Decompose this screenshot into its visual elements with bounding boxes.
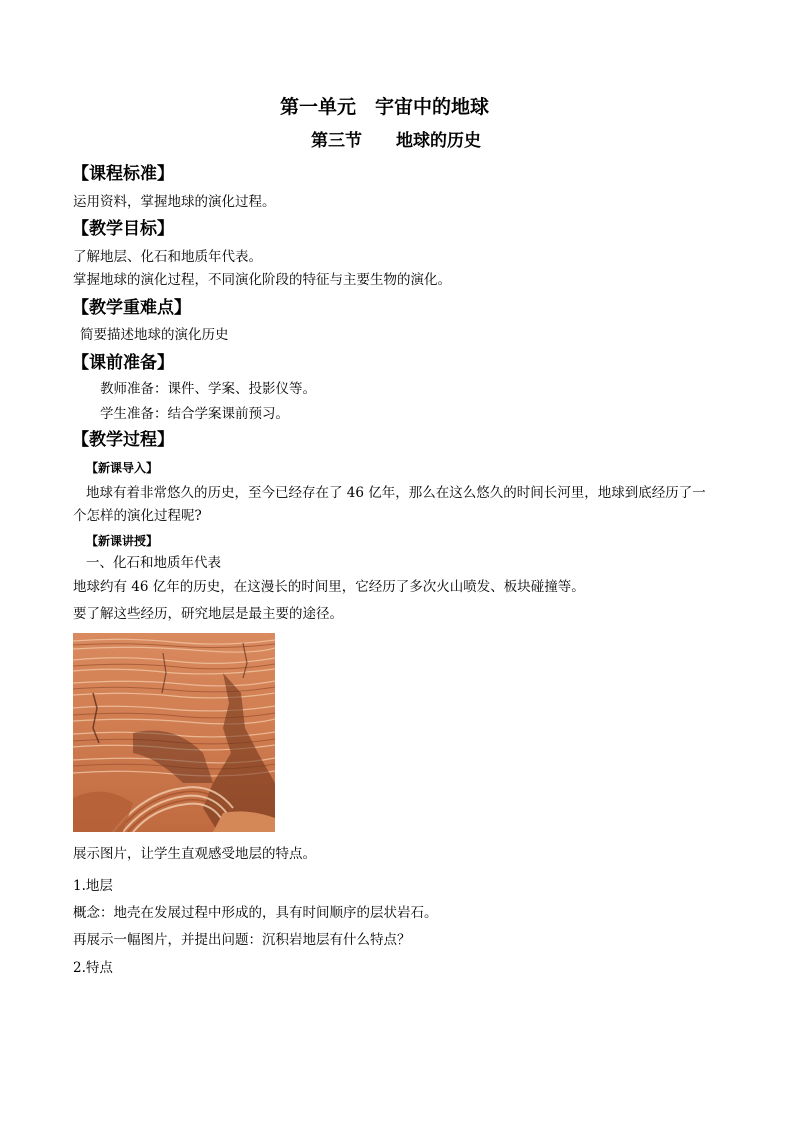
intro-line-1: 地球有着非常悠久的历史，至今已经存在了 46 亿年，那么在这么悠久的时间长河里，地球到底经历了一 (86, 485, 706, 501)
section-heading-prep: 【课前准备】 (72, 353, 174, 373)
section-heading-key: 【教学重难点】 (72, 298, 191, 318)
section-heading-process: 【教学过程】 (72, 430, 174, 450)
question-text: 再展示一幅图片，并提出问题：沉积岩地层有什么特点？ (73, 932, 411, 948)
goal-line-1: 了解地层、化石和地质年代表。 (73, 249, 262, 265)
key-text: 简要描述地球的演化历史 (80, 327, 229, 343)
paragraph-2: 要了解这些经历，研究地层是最主要的途径。 (73, 606, 343, 622)
page-title: 第一单元 宇宙中的地球 (280, 96, 490, 118)
paragraph-1: 地球约有 46 亿年的历史，在这漫长的时间里，它经历了多次火山喷发、板块碰撞等。 (73, 579, 585, 595)
goal-line-2: 掌握地球的演化过程，不同演化阶段的特征与主要生物的演化。 (73, 272, 451, 288)
prep-teacher: 教师准备：课件、学案、投影仪等。 (100, 381, 316, 397)
prep-student: 学生准备：结合学案课前预习。 (100, 406, 289, 422)
rock-strata-photo (73, 633, 275, 832)
photo-caption: 展示图片，让学生直观感受地层的特点。 (73, 846, 316, 862)
concept-text: 概念：地壳在发展过程中形成的，具有时间顺序的层状岩石。 (73, 905, 438, 921)
section-heading-standard: 【课程标准】 (72, 164, 174, 184)
page-subtitle: 第三节 地球的历史 (311, 131, 481, 151)
intro-heading: 【新课导入】 (86, 461, 159, 475)
item-1-strata: 1.地层 (73, 878, 113, 894)
part1-title: 一、化石和地质年代表 (86, 555, 221, 571)
intro-line-2: 个怎样的演化过程呢? (73, 508, 202, 524)
item-2-features: 2.特点 (73, 960, 113, 976)
lecture-heading: 【新课讲授】 (86, 534, 159, 548)
section-heading-goal: 【教学目标】 (72, 219, 174, 239)
standard-text: 运用资料，掌握地球的演化过程。 (73, 194, 276, 210)
